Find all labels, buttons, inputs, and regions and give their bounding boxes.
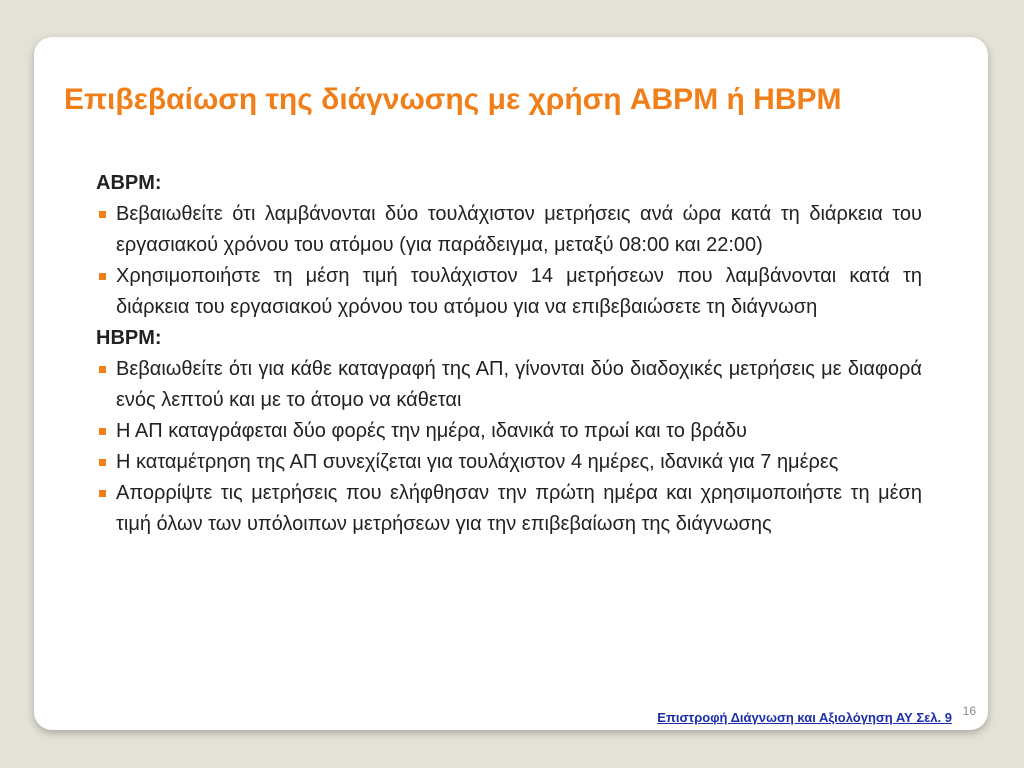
square-bullet-icon [99,428,106,435]
list-item [96,199,922,261]
slide-card [34,37,988,730]
list-item [96,416,922,447]
square-bullet-icon [99,273,106,280]
square-bullet-icon [99,490,106,497]
square-bullet-icon [99,459,106,466]
slide-title: Επιβεβαίωση της διάγνωσης με χρήση ABPM ή HBPM [64,83,842,116]
square-bullet-icon [99,211,106,218]
list-item-text: Απορρίψτε τις μετρήσεις που ελήφθησαν την πρώτη ημέρα και χρησιμοποιήστε τη μέση τιμή όλων των υπόλοιπων μετρήσεων για την επιβεβαίωση της διάγνωσης [116,482,922,535]
list-item-text: Η καταμέτρηση της ΑΠ συνεχίζεται για τουλάχιστον 4 ημέρες, ιδανικά για 7 ημέρες [116,451,839,473]
list-item [96,261,922,323]
page-number: 16 [962,704,976,718]
list-item [96,447,922,478]
list-item [96,478,922,540]
return-link[interactable]: Επιστροφή Διάγνωση και Αξιολόγηση ΑΥ Σελ. 9 [657,710,952,725]
section-heading-hbpm: HBPM: [96,327,162,349]
list-item-text: Βεβαιωθείτε ότι για κάθε καταγραφή της ΑΠ, γίνονται δύο διαδοχικές μετρήσεις με διαφορά ενός λεπτού και με το άτομο να κάθεται [116,358,922,411]
section-heading-abpm: ABPM: [96,172,162,194]
slide-content [96,168,922,540]
list-item-text: Χρησιμοποιήστε τη μέση τιμή τουλάχιστον 14 μετρήσεων που λαμβάνονται κατά τη διάρκεια του εργασιακού χρόνου του ατόμου για να επιβεβαιώσετε τη διάγνωση [116,265,922,318]
list-item [96,354,922,416]
list-item-text: Η ΑΠ καταγράφεται δύο φορές την ημέρα, ιδανικά το πρωί και το βράδυ [116,420,747,442]
square-bullet-icon [99,366,106,373]
list-item-text: Βεβαιωθείτε ότι λαμβάνονται δύο τουλάχιστον μετρήσεις ανά ώρα κατά τη διάρκεια του εργασιακού χρόνου του ατόμου (για παράδειγμα, μεταξύ 08:00 και 22:00) [116,203,922,256]
